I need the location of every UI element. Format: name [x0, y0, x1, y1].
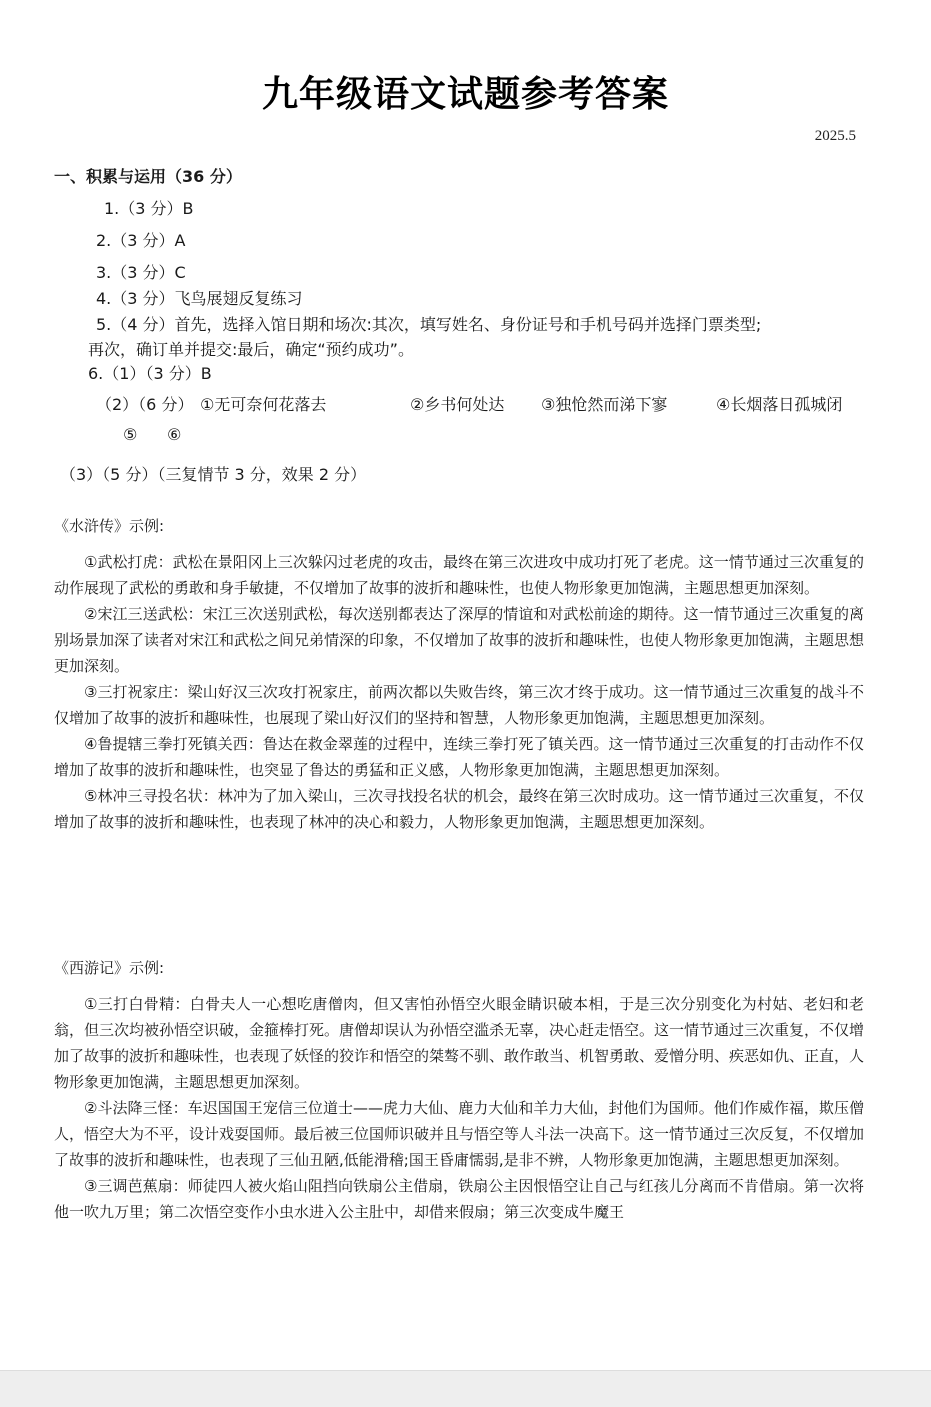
xiyou-heading: 《西游记》示例: [54, 959, 165, 977]
answer-q6-2-item: ①无可奈何花落去 [200, 395, 327, 414]
answer-q6-1: 6.（1）（3 分）B [88, 364, 212, 383]
example-paragraph: ①三打白骨精：白骨夫人一心想吃唐僧肉，但又害怕孙悟空火眼金睛识破本相，于是三次分别变化为村姑、老妇和老翁，但三次均被孙悟空识破，金箍棒打死。唐僧却误认为孙悟空滥杀无辜，决心赶走悟空。这一情节通过三次重复，不仅增加了故事的波折和趣味性，也表现了妖怪的狡诈和悟空的桀骜不驯、敢作敢当、机智勇敢、爱憎分明、疾恶如仇、正直，人物形象更加饱满，主题思想更加深刻。 [54, 995, 865, 1091]
shuihu-heading: 《水浒传》示例: [54, 517, 165, 535]
example-paragraph: ④鲁提辖三拳打死镇关西：鲁达在救金翠莲的过程中，连续三拳打死了镇关西。这一情节通过三次重复的打击动作不仅增加了故事的波折和趣味性，也突显了鲁达的勇猛和正义感，人物形象更加饱满，主题思想更加深刻。 [54, 735, 864, 779]
answer-q6-3: （3）（5 分）（三复情节 3 分，效果 2 分） [60, 465, 367, 484]
section-heading: 一、积累与运用（36 分） [54, 167, 242, 186]
answer-q5-line2: 再次，确订单并提交:最后，确定“预约成功”。 [88, 340, 414, 359]
answer-q4: 4.（3 分）飞鸟展翅反复练习 [96, 289, 303, 308]
shuihu-examples [54, 549, 864, 835]
example-paragraph: ⑤林冲三寻投名状：林冲为了加入梁山，三次寻找投名状的机会，最终在第三次时成功。这一情节通过三次重复，不仅增加了故事的波折和趣味性，也表现了林冲的决心和毅力，人物形象更加饱满，主题思想更加深刻。 [54, 787, 864, 831]
answer-q5-line1: 5.（4 分）首先，选择入馆日期和场次:其次，填写姓名、身份证号和手机号码并选择门票类型; [96, 315, 762, 334]
example-paragraph: ②宋江三送武松：宋江三次送别武松，每次送别都表达了深厚的情谊和对武松前途的期待。这一情节通过三次重复的离别场景加深了读者对宋江和武松之间兄弟情深的印象，不仅增加了故事的波折和趣味性，也使人物形象更加饱满，主题思想更加深刻。 [54, 605, 865, 675]
page-title: 九年级语文试题参考答案 [261, 74, 669, 115]
answer-q6-2-item: ⑤ [123, 425, 138, 444]
answer-q6-2-item: ②乡书何处达 [410, 395, 505, 414]
answer-q6-2-item: ④长烟落日孤城闭 [716, 395, 843, 414]
xiyou-examples [54, 991, 864, 1225]
example-paragraph: ②斗法降三怪：车迟国国王宠信三位道士——虎力大仙、鹿力大仙和羊力大仙，封他们为国师。他们作威作福，欺压僧人，悟空大为不平，设计戏耍国师。最后被三位国师识破并且与悟空等人斗法一决高下。这一情节通过三次反复，不仅增加了故事的波折和趣味性，也表现了三仙丑陋,低能滑稽;国王昏庸懦弱,是非不辨，人物形象更加饱满，主题思想更加深刻。 [54, 1099, 865, 1169]
example-paragraph: ③三调芭蕉扇：师徒四人被火焰山阻挡向铁扇公主借扇，铁扇公主因恨悟空让自己与红孩儿分离而不肯借扇。第一次将他一吹九万里；第二次悟空变作小虫水进入公主肚中，却借来假扇；第三次变成牛魔王 [54, 1177, 864, 1221]
page-bottom-gap [0, 1370, 931, 1407]
answer-q6-2-item: ⑥ [167, 425, 182, 444]
example-paragraph: ①武松打虎：武松在景阳冈上三次躲闪过老虎的攻击，最终在第三次进攻中成功打死了老虎。这一情节通过三次重复的动作展现了武松的勇敢和身手敏捷，不仅增加了故事的波折和趣味性，也使人物形象更加饱满，主题思想更加深刻。 [54, 553, 864, 597]
answer-q3: 3.（3 分）C [96, 263, 186, 282]
example-paragraph: ③三打祝家庄：梁山好汉三次攻打祝家庄，前两次都以失败告终，第三次才终于成功。这一情节通过三次重复的战斗不仅增加了故事的波折和趣味性，也展现了梁山好汉们的坚持和智慧，人物形象更加饱满，主题思想更加深刻。 [54, 683, 864, 727]
document-date: 2025.5 [814, 128, 856, 144]
answer-q2: 2.（3 分）A [96, 231, 186, 250]
answer-q6-2-label: （2）（6 分） [96, 395, 194, 414]
answer-q1: 1.（3 分）B [104, 199, 194, 218]
answer-q6-2-item: ③独怆然而涕下寥 [541, 395, 668, 414]
